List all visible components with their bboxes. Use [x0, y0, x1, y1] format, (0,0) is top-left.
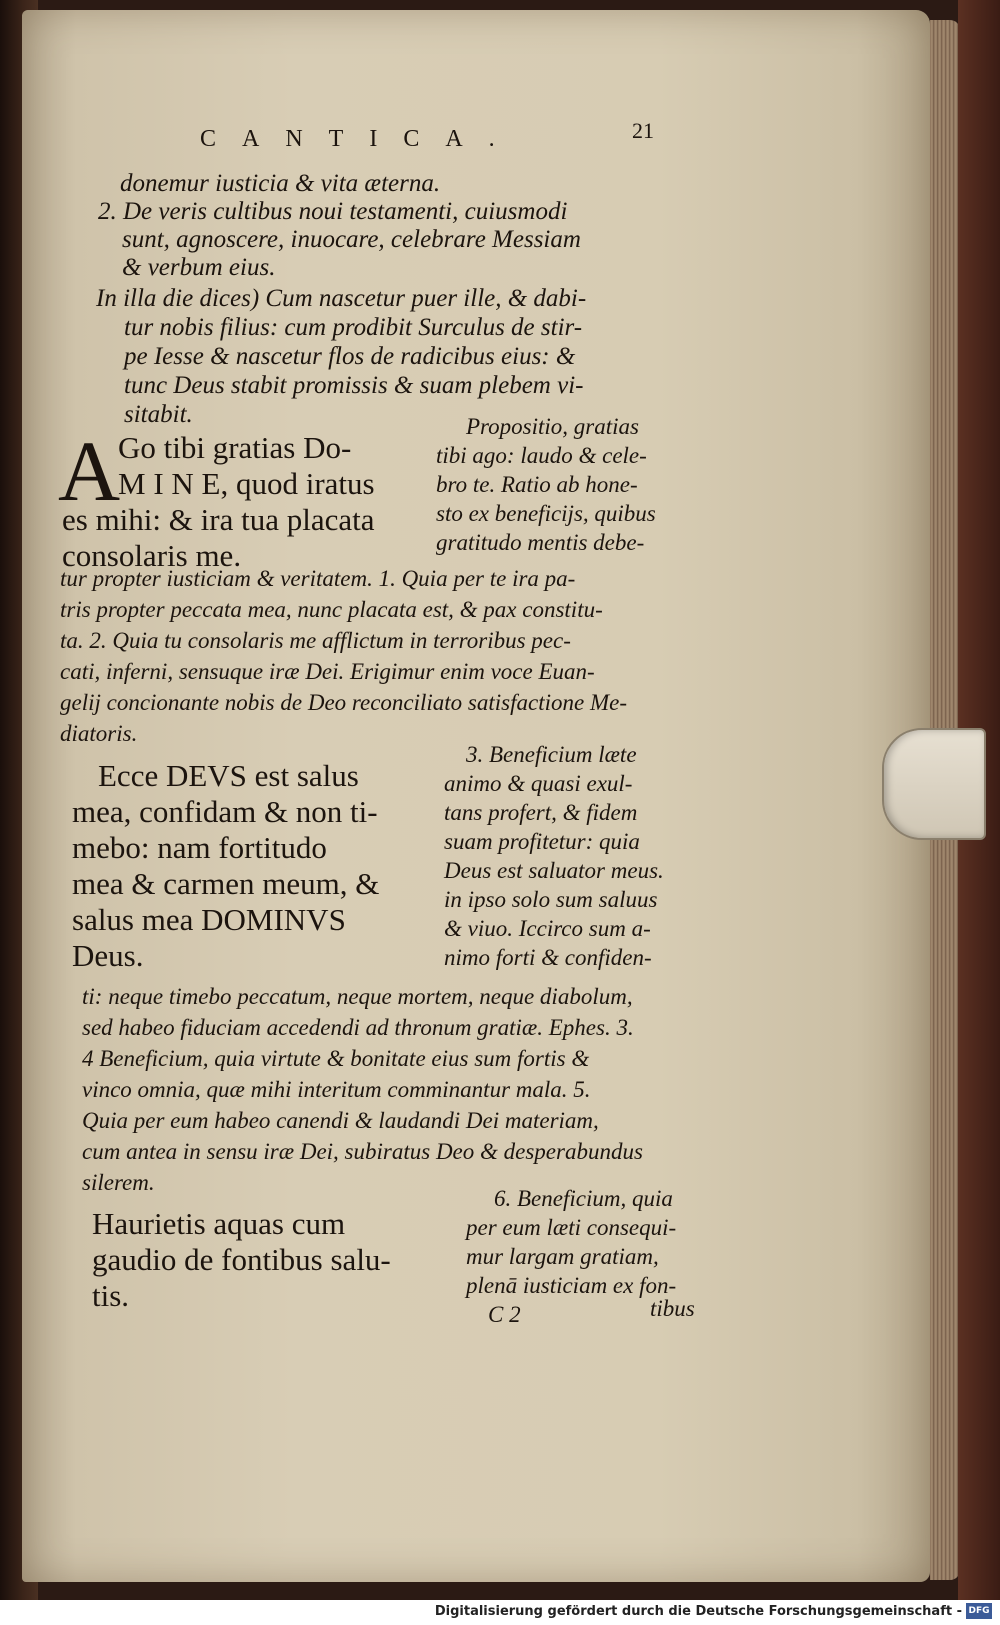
signature-mark: C 2	[488, 1302, 521, 1327]
verse-line: mebo: nam fortitudo	[72, 830, 327, 865]
verse-line: gaudio de fontibus salu-	[92, 1242, 391, 1277]
commentary-line: tunc Deus stabit promissis & suam plebem vi-	[124, 372, 584, 399]
verse-line: es mihi: & ira tua placata	[62, 502, 375, 537]
commentary-line: gelij concionante nobis de Deo reconciliato satisfactione Me-	[60, 690, 627, 715]
commentary-line: pe Iesse & nascetur flos de radicibus eius: &	[124, 343, 576, 370]
commentary-line: tur propter iusticiam & veritatem. 1. Quia per te ira pa-	[60, 566, 576, 591]
verse-line: Deus.	[72, 938, 144, 973]
running-head: CANTICA.	[200, 126, 521, 152]
commentary-line: In illa die dices) Cum nascetur puer ille, & dabi-	[96, 285, 587, 312]
sidenote-line: suam profitetur: quia	[444, 829, 640, 854]
sidenote-line: plenā iusticiam ex fon-	[466, 1273, 677, 1298]
sidenote-line: gratitudo mentis debe-	[436, 530, 645, 555]
commentary-line: cum antea in sensu iræ Dei, subiratus Deo & desperabundus	[82, 1139, 643, 1164]
dfg-logo: DFG	[966, 1603, 992, 1619]
verse-line: M I N E, quod iratus	[118, 466, 375, 501]
sidenote-line: mur largam gratiam,	[466, 1244, 659, 1269]
catchword: tibus	[650, 1296, 695, 1321]
drop-capital: A	[58, 423, 121, 519]
commentary-line: tris propter peccata mea, nunc placata est, & pax constitu-	[60, 597, 603, 622]
commentary-line: sed habeo fiduciam accedendi ad thronum gratiæ. Ephes. 3.	[82, 1015, 634, 1040]
sidenote-line: bro te. Ratio ab hone-	[436, 472, 638, 497]
sidenote-line: sto ex beneficijs, quibus	[436, 501, 656, 526]
commentary-line: sunt, agnoscere, inuocare, celebrare Messiam	[122, 226, 581, 253]
commentary-line: 4 Beneficium, quia virtute & bonitate eius sum fortis &	[82, 1046, 590, 1071]
sidenote-line: nimo forti & confiden-	[444, 945, 652, 970]
sidenote-line: 6. Beneficium, quia	[494, 1186, 673, 1211]
book-clasp	[882, 728, 986, 840]
commentary-line: sitabit.	[124, 401, 193, 428]
verse-line: Go tibi gratias Do-	[118, 430, 352, 465]
verse-line: tis.	[92, 1278, 130, 1313]
commentary-line: diatoris.	[60, 721, 138, 746]
sidenote-line: tibi ago: laudo & cele-	[436, 443, 647, 468]
page-number: 21	[632, 118, 654, 143]
verse-line: salus mea DOMINVS	[72, 902, 346, 937]
verse-line: Haurietis aquas cum	[92, 1206, 346, 1241]
funding-credit: Digitalisierung gefördert durch die Deutsche Forschungsgemeinschaft -	[434, 1604, 962, 1619]
sidenote-line: per eum læti consequi-	[466, 1215, 677, 1240]
verse-line: Ecce DEVS est salus	[98, 758, 359, 793]
commentary-line: ti: neque timebo peccatum, neque mortem, neque diabolum,	[82, 984, 633, 1009]
sidenote-line: animo & quasi exul-	[444, 771, 633, 796]
commentary-line: cati, inferni, sensuque iræ Dei. Erigimur enim voce Euan-	[60, 659, 595, 684]
sidenote-line: & viuo. Iccirco sum a-	[444, 916, 651, 941]
sidenote-line: Deus est saluator meus.	[444, 858, 664, 883]
commentary-line: vinco omnia, quæ mihi interitum comminantur mala. 5.	[82, 1077, 591, 1102]
sidenote-line: tans profert, & fidem	[444, 800, 638, 825]
sidenote-line: in ipso solo sum saluus	[444, 887, 658, 912]
commentary-line: ta. 2. Quia tu consolaris me afflictum in terroribus pec-	[60, 628, 571, 653]
verse-line: mea & carmen meum, &	[72, 866, 380, 901]
commentary-line: tur nobis filius: cum prodibit Surculus de stir-	[124, 314, 583, 341]
verse-line: consolaris me.	[62, 538, 242, 573]
commentary-line: 2. De veris cultibus noui testamenti, cuiusmodi	[98, 198, 568, 225]
sidenote-line: Propositio, gratias	[466, 414, 639, 439]
verse-line: mea, confidam & non ti-	[72, 794, 378, 829]
commentary-line: & verbum eius.	[122, 254, 276, 281]
commentary-line: donemur iusticia & vita æterna.	[120, 170, 441, 197]
commentary-line: Quia per eum habeo canendi & laudandi Dei materiam,	[82, 1108, 599, 1133]
commentary-line: silerem.	[82, 1170, 155, 1195]
sidenote-line: 3. Beneficium læte	[466, 742, 637, 767]
